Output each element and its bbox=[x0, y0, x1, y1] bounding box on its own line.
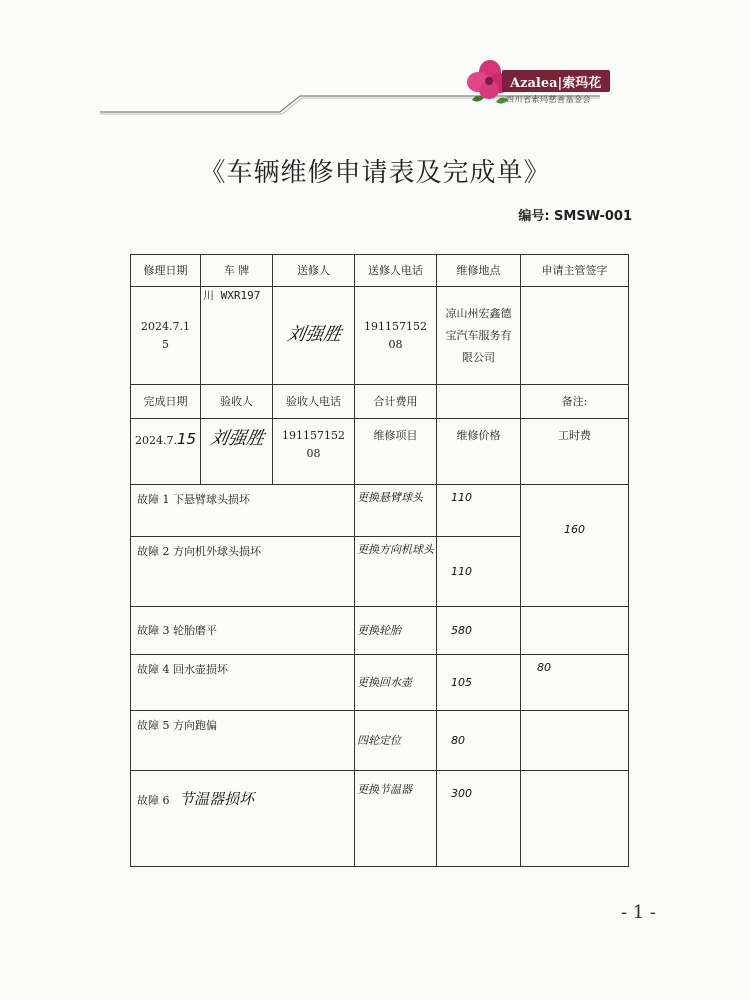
fault-row bbox=[131, 485, 629, 537]
page-number: - 1 - bbox=[620, 902, 656, 923]
header-remarks: 备注: bbox=[521, 385, 629, 419]
fault-1-description: 故障 1 下悬臂球头损坏 bbox=[131, 485, 355, 537]
completion-date bbox=[131, 419, 201, 485]
fault-6-item: 更换节温器 bbox=[355, 771, 437, 867]
fault-6-description bbox=[131, 771, 355, 867]
license-plate: 川 WXR197 bbox=[201, 287, 273, 385]
fault-3-labor bbox=[521, 607, 629, 655]
supervisor-signature bbox=[521, 287, 629, 385]
header-repair-price: 维修价格 bbox=[437, 419, 521, 485]
header-sender-phone: 送修人电话 bbox=[355, 255, 437, 287]
fault-2-description: 故障 2 方向机外球头损坏 bbox=[131, 537, 355, 607]
fault-6-printed: 故障 6 bbox=[137, 794, 170, 807]
fault-5-item: 四轮定位 bbox=[355, 711, 437, 771]
completion-date-printed: 2024.7. bbox=[134, 434, 177, 447]
fault-row bbox=[131, 771, 629, 867]
header-plate: 车 牌 bbox=[201, 255, 273, 287]
fault-1-price: 110 bbox=[437, 485, 521, 537]
acceptor-signature-text: 刘强胜 bbox=[207, 428, 266, 449]
fault-5-description: 故障 5 方向跑偏 bbox=[131, 711, 355, 771]
sender-signature bbox=[273, 287, 355, 385]
fault-3-item: 更换轮胎 bbox=[355, 607, 437, 655]
repair-form-table bbox=[130, 254, 629, 867]
sender-signature-text: 刘强胜 bbox=[284, 324, 343, 346]
fault-row bbox=[131, 711, 629, 771]
header-location: 维修地点 bbox=[437, 255, 521, 287]
fault-4-price: 105 bbox=[437, 655, 521, 711]
header-acceptor: 验收人 bbox=[201, 385, 273, 419]
header-labor-fee: 工时费 bbox=[521, 419, 629, 485]
header-sender: 送修人 bbox=[273, 255, 355, 287]
fault-5-labor bbox=[521, 711, 629, 771]
fault-row bbox=[131, 607, 629, 655]
fault-2-price: 110 bbox=[437, 537, 521, 607]
acceptor-phone: 19115715208 bbox=[273, 419, 355, 485]
fault-4-description: 故障 4 回水壶损坏 bbox=[131, 655, 355, 711]
fault-2-item: 更换方向机球头 bbox=[355, 537, 437, 607]
fault-1-item: 更换悬臂球头 bbox=[355, 485, 437, 537]
repair-location: 凉山州宏鑫德宝汽车服务有限公司 bbox=[437, 287, 521, 385]
fault-6-handwritten: 节温器损坏 bbox=[179, 790, 255, 808]
header-row-1 bbox=[131, 255, 629, 287]
acceptor-signature bbox=[201, 419, 273, 485]
document-title: 《车辆维修申请表及完成单》 bbox=[199, 158, 551, 188]
fault-6-price: 300 bbox=[437, 771, 521, 867]
header-row-2 bbox=[131, 385, 629, 419]
completion-date-handwritten: 15 bbox=[176, 430, 197, 448]
fault-3-price: 580 bbox=[437, 607, 521, 655]
header-total-cost: 合计费用 bbox=[355, 385, 437, 419]
document-number: 编号: SMSW-001 bbox=[518, 209, 632, 224]
header-completion-date: 完成日期 bbox=[131, 385, 201, 419]
fault-6-labor bbox=[521, 771, 629, 867]
logo-subtitle: 四川省索玛慈善基金会 bbox=[506, 95, 591, 104]
repair-date: 2024.7.15 bbox=[131, 287, 201, 385]
header-acceptor-phone: 验收人电话 bbox=[273, 385, 355, 419]
header-repair-item: 维修项目 bbox=[355, 419, 437, 485]
request-row bbox=[131, 287, 629, 385]
sender-phone: 19115715208 bbox=[355, 287, 437, 385]
header-supervisor-signature: 申请主管签字 bbox=[521, 255, 629, 287]
header-blank bbox=[437, 385, 521, 419]
fault-1-2-labor: 160 bbox=[521, 485, 629, 607]
header-rule bbox=[0, 0, 750, 120]
logo-name: Azalea|索玛花 bbox=[510, 76, 602, 91]
header-repair-date: 修理日期 bbox=[131, 255, 201, 287]
foundation-logo bbox=[462, 56, 622, 112]
fault-4-labor: 80 bbox=[521, 655, 629, 711]
fault-5-price: 80 bbox=[437, 711, 521, 771]
fault-row bbox=[131, 655, 629, 711]
fault-3-description: 故障 3 轮胎磨平 bbox=[131, 607, 355, 655]
fault-4-item: 更换回水壶 bbox=[355, 655, 437, 711]
completion-row bbox=[131, 419, 629, 485]
